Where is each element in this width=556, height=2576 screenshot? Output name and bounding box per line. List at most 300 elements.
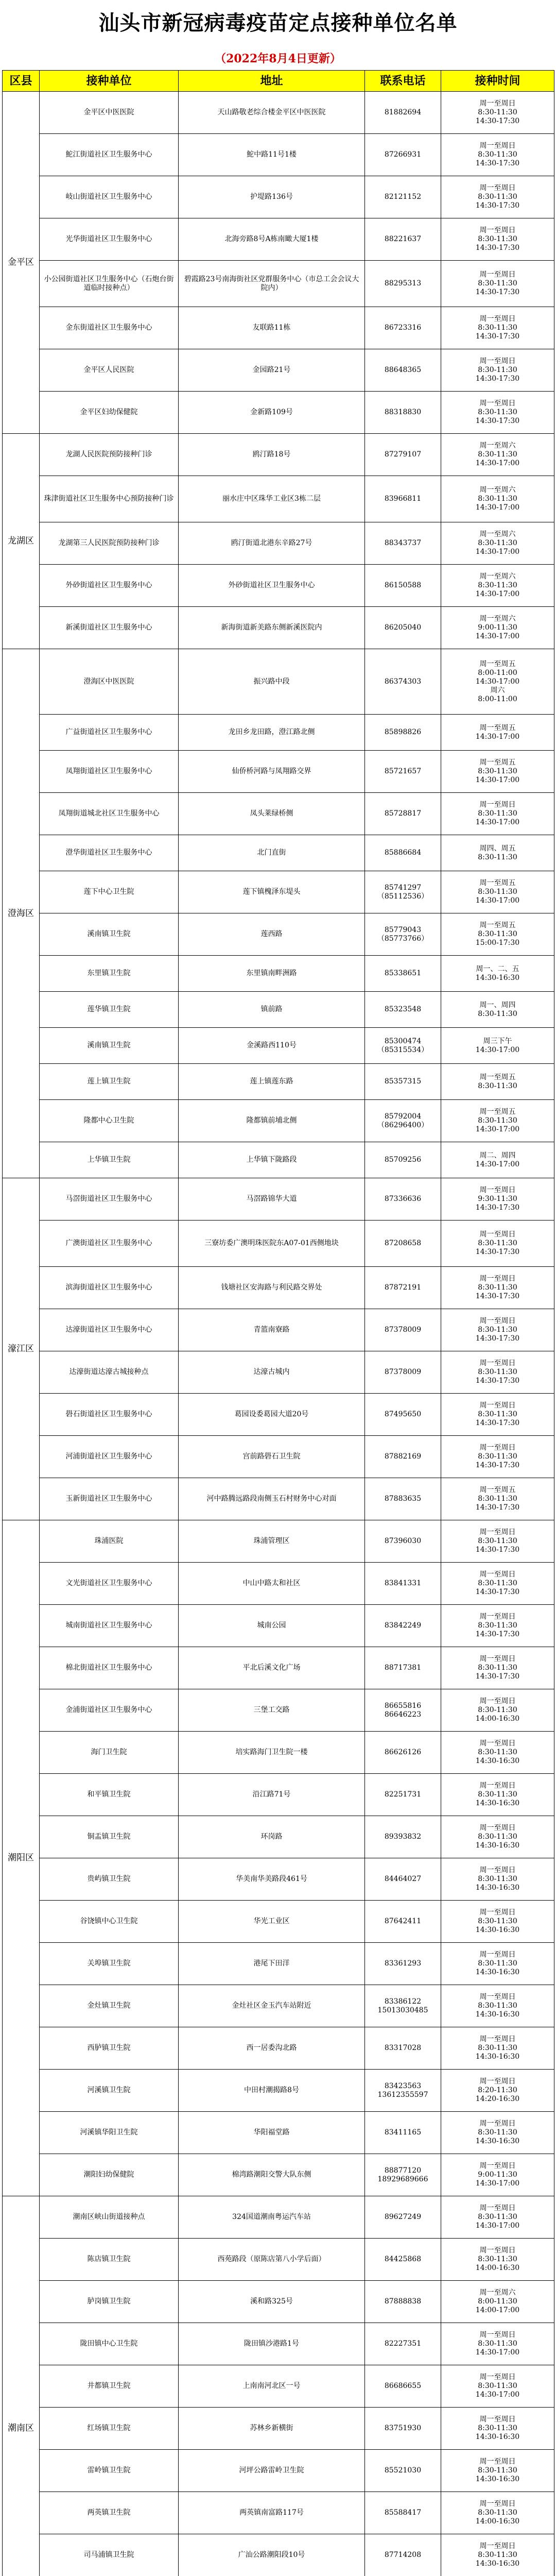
phone-cell[interactable]: 85323548	[365, 992, 441, 1028]
time-cell: 周一至周六 8:30-11:30 14:30-17:00	[441, 434, 554, 476]
unit-cell: 井都镇卫生院	[40, 2365, 179, 2408]
address-cell: 金园路21号	[179, 349, 365, 392]
phone-cell[interactable]: 87495650	[365, 1394, 441, 1436]
address-cell: 华光工业区	[179, 1901, 365, 1943]
phone-cell[interactable]: 88717381	[365, 1647, 441, 1689]
unit-cell: 胪岗镇卫生院	[40, 2281, 179, 2323]
time-cell: 周一至周日 8:30-11:30 14:30-17:30	[441, 1605, 554, 1647]
phone-cell[interactable]: 83317028	[365, 2027, 441, 2070]
phone-cell[interactable]: 85779043 （85773766）	[365, 913, 441, 956]
phone-cell[interactable]: 88318830	[365, 392, 441, 434]
table-row	[3, 1901, 554, 1943]
phone-cell[interactable]: 87378009	[365, 1351, 441, 1394]
table-row	[3, 2154, 554, 2196]
time-cell: 周一至周日 8:30-11:30 14:30-16:30	[441, 1774, 554, 1816]
table-row	[3, 2365, 554, 2408]
table-row	[3, 871, 554, 913]
time-cell: 周一至周五 8:30-11:30 15:00-17:30	[441, 913, 554, 956]
time-cell: 周一至周日 8:30-11:30 14:30-17:30	[441, 1267, 554, 1309]
time-cell: 周一至周日 8:30-11:30 14:30-16:30	[441, 2112, 554, 2154]
table-row	[3, 2112, 554, 2154]
time-cell: 周一至周日 8:30-11:30 14:30-16:30	[441, 2027, 554, 2070]
phone-cell[interactable]: 81882694	[365, 92, 441, 134]
table-row	[3, 2323, 554, 2365]
phone-cell[interactable]: 83423563 13612355597	[365, 2070, 441, 2112]
time-cell: 周一至周日 8:30-11:30 14:30-17:30	[441, 1563, 554, 1605]
phone-cell[interactable]: 87714208	[365, 2534, 441, 2576]
phone-cell[interactable]: 84464027	[365, 1858, 441, 1901]
phone-cell[interactable]: 87208658	[365, 1221, 441, 1267]
address-cell: 上华镇下陇路段	[179, 1142, 365, 1178]
address-cell: 北海旁路8号A栋南瞰大厦1楼	[179, 218, 365, 261]
unit-cell: 凤翔街道社区卫生服务中心	[40, 751, 179, 793]
address-cell: 鸥汀路18号	[179, 434, 365, 476]
time-cell: 周一至周日 8:30-11:30 14:30-16:30	[441, 1985, 554, 2027]
time-cell: 周一至周六 8:30-11:30 14:30-17:00	[441, 565, 554, 607]
phone-cell[interactable]: 83386122 15013030485	[365, 1985, 441, 2027]
unit-cell: 龙湖人民医院预防接种门诊	[40, 434, 179, 476]
address-cell: 葛园设委葛园大道20号	[179, 1394, 365, 1436]
address-cell: 金新路109号	[179, 392, 365, 434]
unit-cell: 莲下中心卫生院	[40, 871, 179, 913]
table-row	[3, 751, 554, 793]
time-cell: 周一至周日 8:30-11:30 14:30-16:30	[441, 2534, 554, 2576]
table-row	[3, 715, 554, 751]
table-row	[3, 1221, 554, 1267]
phone-cell[interactable]: 85588417	[365, 2492, 441, 2534]
time-cell: 周一至周日 9:00-11:30 14:30-17:00	[441, 2154, 554, 2196]
address-cell: 外砂街道社区卫生服务中心	[179, 565, 365, 607]
phone-cell[interactable]: 85721657	[365, 751, 441, 793]
unit-cell: 河浦街道社区卫生服务中心	[40, 1436, 179, 1478]
address-cell: 隆都镇前埔北侧	[179, 1100, 365, 1142]
time-cell: 周一至周日 8:30-11:30 14:30-16:30	[441, 1858, 554, 1901]
address-cell: 324国道潮南粤运汽车站	[179, 2196, 365, 2239]
unit-cell: 澄华街道社区卫生服务中心	[40, 835, 179, 871]
phone-cell[interactable]: 85338651	[365, 956, 441, 992]
table-row	[3, 476, 554, 522]
time-cell: 周一至周日 8:30-11:30 14:30-17:30	[441, 134, 554, 176]
unit-cell: 海门卫生院	[40, 1732, 179, 1774]
phone-cell[interactable]: 86723316	[365, 307, 441, 349]
address-cell: 友联路11栋	[179, 307, 365, 349]
time-cell: 周一至周五 8:00-11:00 14:30-17:00 周六 8:00-11:00	[441, 649, 554, 715]
address-cell: 仙侨桥河路与凤翔路交界	[179, 751, 365, 793]
time-cell: 周一至周日 8:30-11:30 14:30-16:30	[441, 2408, 554, 2450]
unit-cell: 金浦街道社区卫生服务中心	[40, 1689, 179, 1732]
unit-cell: 城南街道社区卫生服务中心	[40, 1605, 179, 1647]
unit-cell: 莲上镇卫生院	[40, 1064, 179, 1100]
table-row	[3, 2281, 554, 2323]
time-cell: 周一至周日 8:30-11:30 14:30-17:30	[441, 1221, 554, 1267]
time-cell: 周一至周日 8:30-11:30 14:30-17:30	[441, 92, 554, 134]
address-cell: 莲下镇槐泽东堤头	[179, 871, 365, 913]
address-cell: 西苑路段（原陈店第八小学后面）	[179, 2239, 365, 2281]
table-row	[3, 2492, 554, 2534]
phone-cell[interactable]: 83411165	[365, 2112, 441, 2154]
time-cell: 周一至周日 8:30-11:30 14:30-17:30	[441, 261, 554, 307]
table-row	[3, 956, 554, 992]
unit-cell: 珠浦医院	[40, 1520, 179, 1563]
time-cell: 周一至周日 8:30-11:30 14:30-17:30	[441, 176, 554, 218]
header-address: 地址	[179, 71, 365, 92]
address-cell: 丽水庄中区珠华工业区3栋二层	[179, 476, 365, 522]
table-row	[3, 434, 554, 476]
phone-cell[interactable]: 87882169	[365, 1436, 441, 1478]
district-cell: 龙湖区	[3, 434, 40, 649]
address-cell: 镇前路	[179, 992, 365, 1028]
address-cell: 中田村潮揭路8号	[179, 2070, 365, 2112]
phone-cell[interactable]: 88295313	[365, 261, 441, 307]
table-header-row	[3, 71, 554, 92]
phone-cell[interactable]: 86205040	[365, 607, 441, 649]
phone-cell[interactable]: 82251731	[365, 1774, 441, 1816]
address-cell: 棉湾路潮阳交警大队东侧	[179, 2154, 365, 2196]
unit-cell: 红场镇卫生院	[40, 2408, 179, 2450]
phone-cell[interactable]: 88343737	[365, 522, 441, 565]
unit-cell: 新溪街道社区卫生服务中心	[40, 607, 179, 649]
time-cell: 周一至周五 8:30-11:30 14:30-17:30	[441, 1478, 554, 1520]
table-row	[3, 134, 554, 176]
table-row	[3, 261, 554, 307]
unit-cell: 雷岭镇卫生院	[40, 2450, 179, 2492]
time-cell: 周一至周日 8:30-11:30 14:00-16:30	[441, 1689, 554, 1732]
phone-cell[interactable]: 83361293	[365, 1943, 441, 1985]
address-cell: 两英镇南富路117号	[179, 2492, 365, 2534]
address-cell: 平北后溪文化广场	[179, 1647, 365, 1689]
time-cell: 周一至周日 8:30-11:30 14:30-17:30	[441, 392, 554, 434]
address-cell: 西一居委沟北路	[179, 2027, 365, 2070]
time-cell: 周一至周六 8:30-11:30 14:30-17:00	[441, 476, 554, 522]
page-title: 汕头市新冠病毒疫苗定点接种单位名单	[98, 11, 458, 35]
unit-cell: 隆都中心卫生院	[40, 1100, 179, 1142]
address-cell: 莲上镇莲东路	[179, 1064, 365, 1100]
phone-cell[interactable]: 89627249	[365, 2196, 441, 2239]
unit-cell: 潮南区峡山街道接种点	[40, 2196, 179, 2239]
table-row	[3, 2027, 554, 2070]
district-cell: 濠江区	[3, 1178, 40, 1520]
time-cell: 周一至周日 8:30-11:30 14:00-16:30	[441, 2239, 554, 2281]
phone-cell[interactable]: 82227351	[365, 2323, 441, 2365]
table-row	[3, 1943, 554, 1985]
time-cell: 周一至周日 8:30-11:30 14:30-16:30	[441, 2450, 554, 2492]
time-cell: 周一至周五 8:30-11:30 14:30-17:00	[441, 1100, 554, 1142]
table-row	[3, 607, 554, 649]
phone-cell[interactable]: 85792004 （86296400）	[365, 1100, 441, 1142]
table-row	[3, 1689, 554, 1732]
district-cell: 潮南区	[3, 2196, 40, 2576]
table-row	[3, 1774, 554, 1816]
time-cell: 周一至周日 8:30-11:30 14:30-17:30	[441, 307, 554, 349]
address-cell: 广汕公路潮阳段10号	[179, 2534, 365, 2576]
address-cell: 碧霞路23号南海街社区党群服务中心（市总工会会议大院内）	[179, 261, 365, 307]
unit-cell: 广澳街道社区卫生服务中心	[40, 1221, 179, 1267]
table-row	[3, 1267, 554, 1309]
address-cell: 苏林乡新横街	[179, 2408, 365, 2450]
unit-cell: 两英镇卫生院	[40, 2492, 179, 2534]
address-cell: 凤头莱绿桥侧	[179, 793, 365, 835]
unit-cell: 澄海区中医医院	[40, 649, 179, 715]
time-cell: 周一至周五 8:30-11:30 14:30-17:00	[441, 751, 554, 793]
unit-cell: 陇田镇中心卫生院	[40, 2323, 179, 2365]
time-cell: 周一至周日 9:30-11:30 14:30-17:30	[441, 1178, 554, 1221]
phone-cell[interactable]: 87336636	[365, 1178, 441, 1221]
unit-cell: 凤翔街道城北社区卫生服务中心	[40, 793, 179, 835]
phone-cell[interactable]: 87378009	[365, 1309, 441, 1351]
table-row	[3, 176, 554, 218]
table-row	[3, 1064, 554, 1100]
time-cell: 周一至周日 8:30-11:30 14:30-16:30	[441, 1943, 554, 1985]
unit-cell: 珠津街道社区卫生服务中心预防接种门诊	[40, 476, 179, 522]
phone-cell[interactable]: 89393832	[365, 1816, 441, 1858]
table-row	[3, 1732, 554, 1774]
time-cell: 周一至周日 8:30-11:30 14:30-17:00	[441, 2323, 554, 2365]
unit-cell: 礐石街道社区卫生服务中心	[40, 1394, 179, 1436]
time-cell: 周一至周六 8:00-11:30 14:00-17:00	[441, 2281, 554, 2323]
time-cell: 周一至周日 8:30-11:30 14:30-17:30	[441, 218, 554, 261]
unit-cell: 达濠街道社区卫生服务中心	[40, 1309, 179, 1351]
phone-cell[interactable]: 84425868	[365, 2239, 441, 2281]
phone-cell[interactable]: 86686655	[365, 2365, 441, 2408]
phone-cell[interactable]: 88648365	[365, 349, 441, 392]
unit-cell: 光华街道社区卫生服务中心	[40, 218, 179, 261]
address-cell: 城南公园	[179, 1605, 365, 1647]
phone-cell[interactable]: 87872191	[365, 1267, 441, 1309]
unit-cell: 上华镇卫生院	[40, 1142, 179, 1178]
time-cell: 周一、周四 8:30-11:30	[441, 992, 554, 1028]
unit-cell: 司马浦镇卫生院	[40, 2534, 179, 2576]
table-row	[3, 2239, 554, 2281]
phone-cell[interactable]: 85886684	[365, 835, 441, 871]
phone-cell[interactable]: 86626126	[365, 1732, 441, 1774]
district-cell: 潮阳区	[3, 1520, 40, 2196]
table-row	[3, 92, 554, 134]
table-row	[3, 1605, 554, 1647]
address-cell: 陇田镇沙港路1号	[179, 2323, 365, 2365]
time-cell: 周一至周日 8:30-11:30 14:30-17:30	[441, 1309, 554, 1351]
phone-cell[interactable]: 88877120 18929689666	[365, 2154, 441, 2196]
table-row	[3, 835, 554, 871]
unit-cell: 金东街道社区卫生服务中心	[40, 307, 179, 349]
address-cell: 鮀中路11号1楼	[179, 134, 365, 176]
table-row	[3, 2196, 554, 2239]
time-cell: 周一至周日 8:30-11:30 14:30-17:30	[441, 349, 554, 392]
district-cell: 澄海区	[3, 649, 40, 1178]
unit-cell: 溪南镇卫生院	[40, 913, 179, 956]
table-row	[3, 1985, 554, 2027]
address-cell: 珠浦管理区	[179, 1520, 365, 1563]
phone-cell[interactable]: 83842249	[365, 1605, 441, 1647]
unit-cell: 金平区中医医院	[40, 92, 179, 134]
unit-cell: 河溪镇卫生院	[40, 2070, 179, 2112]
time-cell: 周二、周四 14:30-17:00	[441, 1142, 554, 1178]
table-row	[3, 1520, 554, 1563]
phone-cell[interactable]: 87396030	[365, 1520, 441, 1563]
table-row	[3, 1394, 554, 1436]
table-row	[3, 392, 554, 434]
phone-cell[interactable]: 88221637	[365, 218, 441, 261]
unit-cell: 贵屿镇卫生院	[40, 1858, 179, 1901]
time-cell: 周一至周日 8:30-11:30 14:30-17:00	[441, 2196, 554, 2239]
district-cell: 金平区	[3, 92, 40, 434]
time-cell: 周一至周日 8:30-11:30 14:30-17:30	[441, 1436, 554, 1478]
time-cell: 周一至周五 14:30-17:00	[441, 715, 554, 751]
unit-cell: 棉北街道社区卫生服务中心	[40, 1647, 179, 1689]
time-cell: 周四、周五 8:30-11:30	[441, 835, 554, 871]
address-cell: 港尾下田洋	[179, 1943, 365, 1985]
table-row	[3, 1028, 554, 1064]
time-cell: 周一至周日 8:30-11:30 14:30-17:00	[441, 2365, 554, 2408]
phone-cell[interactable]: 87279107	[365, 434, 441, 476]
unit-cell: 金平区妇幼保健院	[40, 392, 179, 434]
address-cell: 青篮南寮路	[179, 1309, 365, 1351]
phone-cell[interactable]: 85521030	[365, 2450, 441, 2492]
time-cell: 周三下午 14:30-17:00	[441, 1028, 554, 1064]
table-row	[3, 992, 554, 1028]
address-cell: 龙田乡龙田路，澄江路北侧	[179, 715, 365, 751]
unit-cell: 东里镇卫生院	[40, 956, 179, 992]
address-cell: 沿江路71号	[179, 1774, 365, 1816]
table-row	[3, 2070, 554, 2112]
time-cell: 周一至周日 8:30-11:30 14:30-16:30	[441, 1816, 554, 1858]
table-row	[3, 1647, 554, 1689]
header-unit: 接种单位	[40, 71, 179, 92]
phone-cell[interactable]: 82121152	[365, 176, 441, 218]
unit-cell: 文光街道社区卫生服务中心	[40, 1563, 179, 1605]
address-cell: 振兴路中段	[179, 649, 365, 715]
phone-cell[interactable]: 87883635	[365, 1478, 441, 1520]
phone-cell[interactable]: 86374303	[365, 649, 441, 715]
header-time: 接种时间	[441, 71, 554, 92]
unit-cell: 谷饶镇中心卫生院	[40, 1901, 179, 1943]
table-row	[3, 565, 554, 607]
address-cell: 环岗路	[179, 1816, 365, 1858]
unit-cell: 马滘街道社区卫生服务中心	[40, 1178, 179, 1221]
table-row	[3, 1436, 554, 1478]
table-row	[3, 793, 554, 835]
address-cell: 金灶社区金玉汽车站附近	[179, 1985, 365, 2027]
address-cell: 鸥汀街道北港东辛路27号	[179, 522, 365, 565]
time-cell: 周一至周日 8:30-11:30 14:30-16:30	[441, 1901, 554, 1943]
address-cell: 新海街道新美路东侧新溪医院内	[179, 607, 365, 649]
address-cell: 北门直街	[179, 835, 365, 871]
table-row	[3, 1178, 554, 1221]
unit-cell: 金平区人民医院	[40, 349, 179, 392]
vaccination-sites-table	[2, 70, 554, 2576]
address-cell: 三堡工交路	[179, 1689, 365, 1732]
table-body	[3, 92, 554, 2576]
address-cell: 马滘路锦华大道	[179, 1178, 365, 1221]
unit-cell: 潮阳妇幼保健院	[40, 2154, 179, 2196]
phone-cell[interactable]: 87888838	[365, 2281, 441, 2323]
phone-cell[interactable]: 86150588	[365, 565, 441, 607]
unit-cell: 和平镇卫生院	[40, 1774, 179, 1816]
address-cell: 河中路腾远路段南侧玉石村财务中心对面	[179, 1478, 365, 1520]
phone-cell[interactable]: 83751930	[365, 2408, 441, 2450]
table-row	[3, 1142, 554, 1178]
table-row	[3, 2450, 554, 2492]
phone-cell[interactable]: 83966811	[365, 476, 441, 522]
address-cell: 宫前路礐石卫生院	[179, 1436, 365, 1478]
table-row	[3, 1100, 554, 1142]
header-phone: 联系电话	[365, 71, 441, 92]
table-row	[3, 307, 554, 349]
header-district: 区县	[3, 71, 40, 92]
address-cell: 护堤路136号	[179, 176, 365, 218]
unit-cell: 陈店镇卫生院	[40, 2239, 179, 2281]
time-cell: 周一至周日 8:30-11:30 14:30-17:30	[441, 1647, 554, 1689]
time-cell: 周一至周六 9:00-11:30 14:30-17:00	[441, 607, 554, 649]
address-cell: 天山路敬老综合楼金平区中医医院	[179, 92, 365, 134]
phone-cell[interactable]: 86655816 86646223	[365, 1689, 441, 1732]
phone-cell[interactable]: 85728817	[365, 793, 441, 835]
unit-cell: 龙湖第三人民医院预防接种门诊	[40, 522, 179, 565]
time-cell: 周一至周六 8:30-11:30 14:30-17:00	[441, 522, 554, 565]
address-cell: 培实路海门卫生院一楼	[179, 1732, 365, 1774]
table-row	[3, 2534, 554, 2576]
phone-cell[interactable]: 85741297 （85112536）	[365, 871, 441, 913]
table-row	[3, 1816, 554, 1858]
address-cell: 上南南河北区一号	[179, 2365, 365, 2408]
phone-cell[interactable]: 83841331	[365, 1563, 441, 1605]
address-cell: 溪和路325号	[179, 2281, 365, 2323]
time-cell: 周一、二、五 14:30-16:30	[441, 956, 554, 992]
time-cell: 周一至周日 8:30-11:30 14:00-16:30	[441, 2492, 554, 2534]
address-cell: 莲西路	[179, 913, 365, 956]
address-cell: 河坪公路雷岭卫生院	[179, 2450, 365, 2492]
table-row	[3, 349, 554, 392]
table-row	[3, 913, 554, 956]
table-row	[3, 1351, 554, 1394]
table-row	[3, 522, 554, 565]
phone-cell[interactable]: 87642411	[365, 1901, 441, 1943]
unit-cell: 广益街道社区卫生服务中心	[40, 715, 179, 751]
unit-cell: 铜盂镇卫生院	[40, 1816, 179, 1858]
address-cell: 东里镇南畔洲路	[179, 956, 365, 992]
address-cell: 华美南华美路段461号	[179, 1858, 365, 1901]
table-row	[3, 649, 554, 715]
time-cell: 周一至周五 8:30-11:30 14:30-17:00	[441, 871, 554, 913]
table-row	[3, 218, 554, 261]
time-cell: 周一至周日 8:30-11:30 14:30-17:30	[441, 1520, 554, 1563]
address-cell: 达濠古城内	[179, 1351, 365, 1394]
time-cell: 周一至周日 8:30-11:30 14:30-17:30	[441, 1351, 554, 1394]
unit-cell: 岐山街道社区卫生服务中心	[40, 176, 179, 218]
address-cell: 三寮坊委广澳明珠医院东A07-01西侧地块	[179, 1221, 365, 1267]
unit-cell: 溪南镇卫生院	[40, 1028, 179, 1064]
address-cell: 金溪路西110号	[179, 1028, 365, 1064]
address-cell: 钱塘社区安海路与利民路交界处	[179, 1267, 365, 1309]
phone-cell[interactable]: 85300474 （85315534）	[365, 1028, 441, 1064]
unit-cell: 鮀江街道社区卫生服务中心	[40, 134, 179, 176]
time-cell: 周一至周日 8:30-11:30 14:30-16:30	[441, 1732, 554, 1774]
unit-cell: 玉新街道社区卫生服务中心	[40, 1478, 179, 1520]
table-row	[3, 1478, 554, 1520]
unit-cell: 小公园街道社区卫生服务中心（石炮台街道临时接种点）	[40, 261, 179, 307]
unit-cell: 外砂街道社区卫生服务中心	[40, 565, 179, 607]
phone-cell[interactable]: 85898826	[365, 715, 441, 751]
phone-cell[interactable]: 87266931	[365, 134, 441, 176]
time-cell: 周一至周日 8:20-11:30 14:20-16:30	[441, 2070, 554, 2112]
table-row	[3, 1858, 554, 1901]
table-row	[3, 1309, 554, 1351]
phone-cell[interactable]: 85709256	[365, 1142, 441, 1178]
time-cell: 周一至周五 8:30-11:30	[441, 1064, 554, 1100]
address-cell: 华阳福堂路	[179, 2112, 365, 2154]
unit-cell: 西胪镇卫生院	[40, 2027, 179, 2070]
address-cell: 中山中路太和社区	[179, 1563, 365, 1605]
phone-cell[interactable]: 85357315	[365, 1064, 441, 1100]
